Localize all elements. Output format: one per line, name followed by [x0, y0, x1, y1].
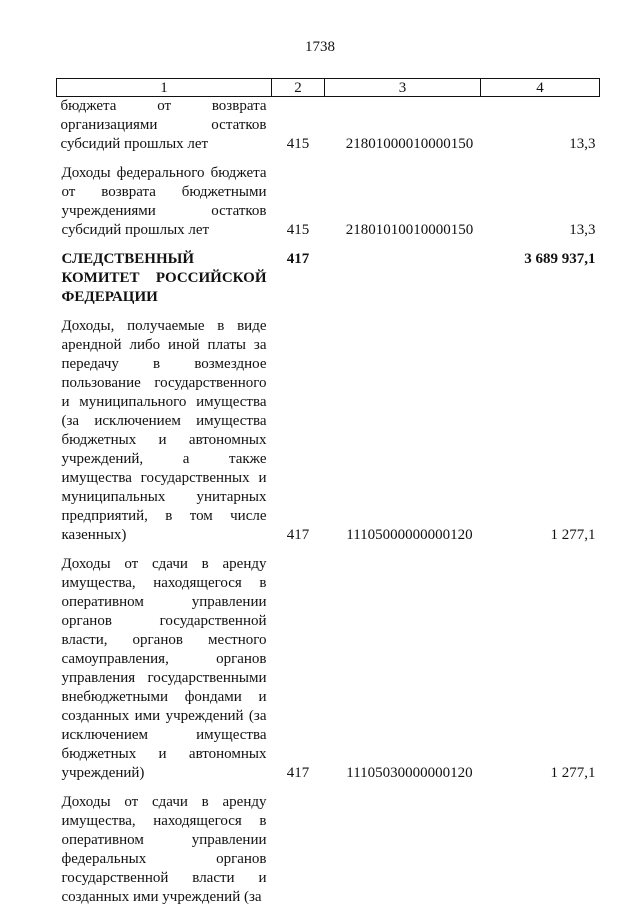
- row-description: Доходы, получаемые в виде арендной либо иной платы за передачу в возмездное пользование государственного и муниципального имущества (за исключением имущества бюджетных и автономных учреждений, а также имущества государственных и муниципальных унитарных предприятий, в том числе казенных): [57, 307, 272, 545]
- table-header: [57, 79, 600, 97]
- section-title: СЛЕДСТВЕННЫЙ КОМИТЕТ РОССИЙСКОЙ ФЕДЕРАЦИИ: [57, 240, 272, 307]
- row-kbk-code: 21801000010000150: [325, 97, 481, 155]
- row-amount: 1 277,1: [481, 307, 600, 545]
- row-description: Доходы от сдачи в аренду имущества, находящегося в оперативном управлении федеральных органов государственной власти и созданных ими учреждений (за: [57, 783, 272, 907]
- row-admin-code: 417: [272, 545, 325, 783]
- header-col-1: 1: [57, 79, 272, 97]
- table-row: [57, 97, 600, 155]
- row-description: Доходы федерального бюджета от возврата бюджетными учреждениями остатков субсидий прошлых лет: [57, 154, 272, 240]
- header-col-3: 3: [325, 79, 481, 97]
- row-amount: 13,3: [481, 154, 600, 240]
- table-row: [57, 307, 600, 545]
- page-number: 1738: [0, 38, 640, 56]
- row-admin-code: [272, 783, 325, 907]
- table-row: [57, 783, 600, 907]
- row-description: бюджета от возврата организациями остатков субсидий прошлых лет: [57, 97, 272, 155]
- row-kbk-code: [325, 240, 481, 307]
- row-description: Доходы от сдачи в аренду имущества, находящегося в оперативном управлении органов государственной власти, органов местного самоуправления, органов управления государственными внебюджетными фондами и созданных ими учреждений (за исключением имущества бюджетных и автономных учреждений): [57, 545, 272, 783]
- table-body: [57, 97, 600, 907]
- header-row: [57, 79, 600, 97]
- section-total-amount: 3 689 937,1: [481, 240, 600, 307]
- row-amount: 1 277,1: [481, 545, 600, 783]
- table-row-section-header: [57, 240, 600, 307]
- row-amount: [481, 783, 600, 907]
- header-col-2: 2: [272, 79, 325, 97]
- row-kbk-code: 21801010010000150: [325, 154, 481, 240]
- header-col-4: 4: [481, 79, 600, 97]
- row-admin-code: 417: [272, 307, 325, 545]
- row-kbk-code: 11105030000000120: [325, 545, 481, 783]
- row-amount: 13,3: [481, 97, 600, 155]
- row-kbk-code: [325, 783, 481, 907]
- row-admin-code: 417: [272, 240, 325, 307]
- row-admin-code: 415: [272, 154, 325, 240]
- row-admin-code: 415: [272, 97, 325, 155]
- row-kbk-code: 11105000000000120: [325, 307, 481, 545]
- budget-revenue-table: [56, 78, 600, 907]
- table-row: [57, 545, 600, 783]
- table-row: [57, 154, 600, 240]
